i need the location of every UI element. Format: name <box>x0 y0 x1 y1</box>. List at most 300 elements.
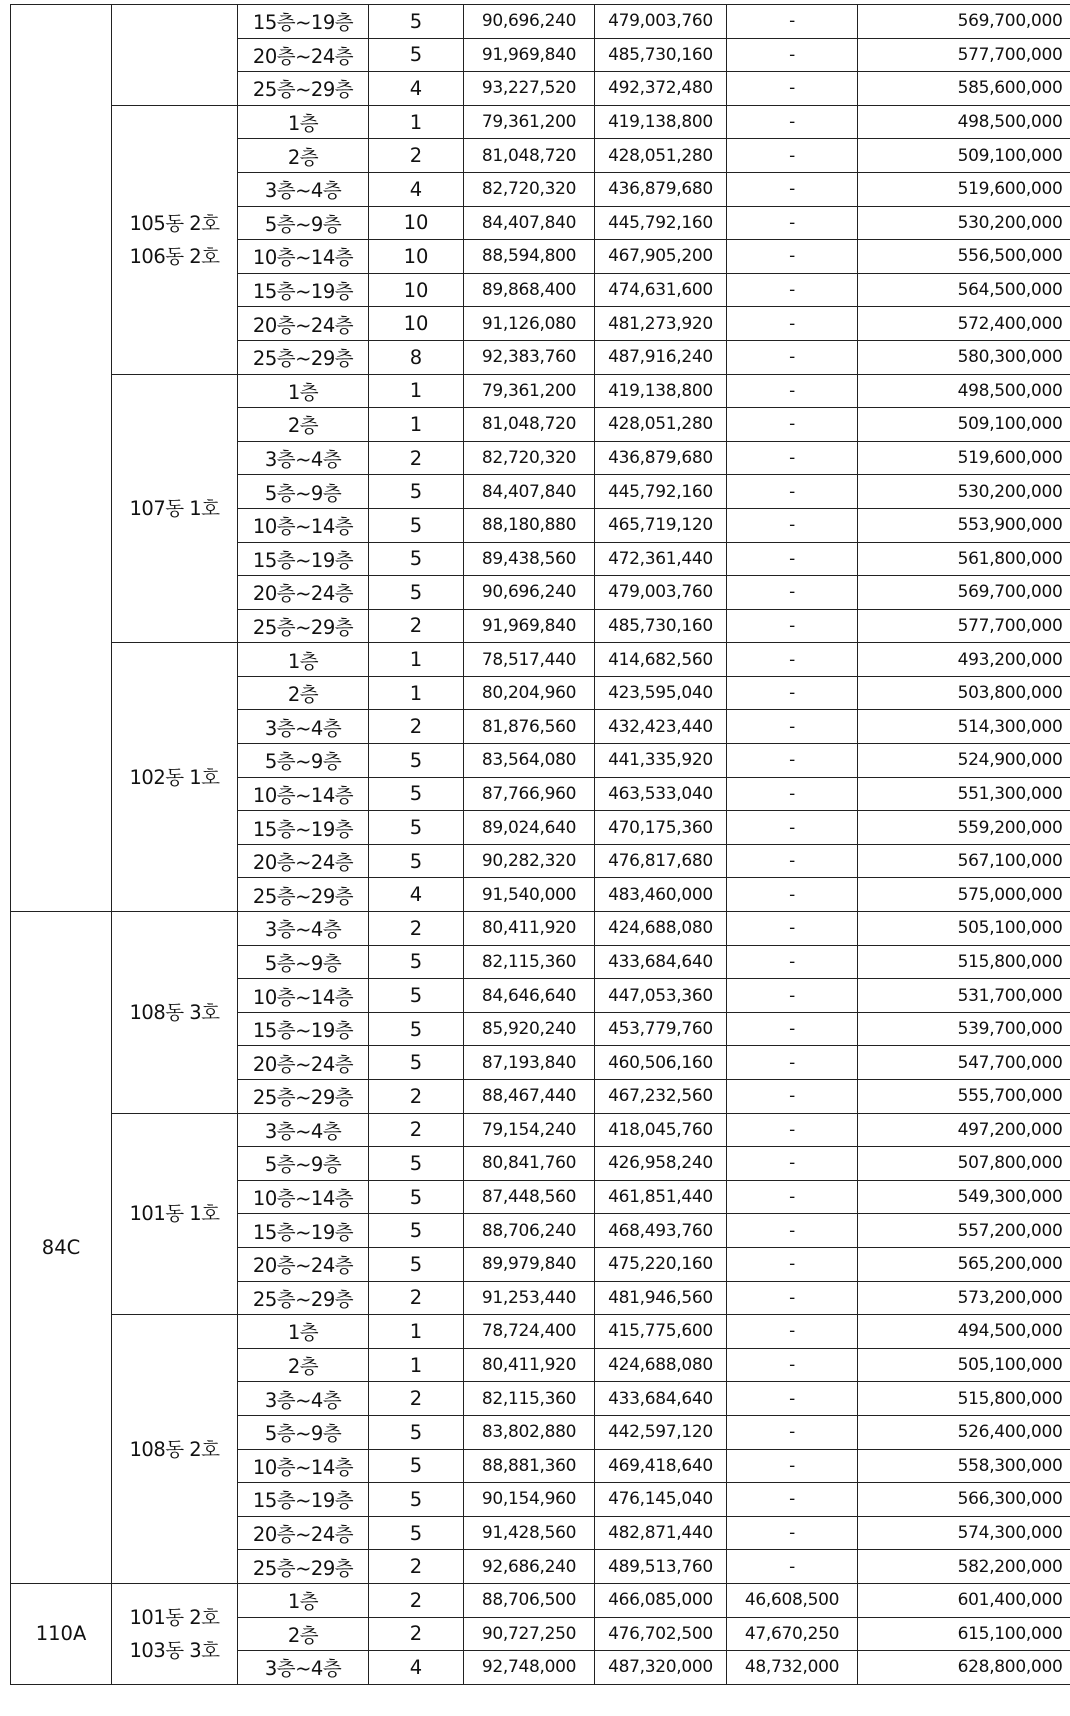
building-price-cell: 472,361,440 <box>595 542 727 576</box>
table-row <box>11 1315 1070 1349</box>
land-price-cell: 84,407,840 <box>464 206 595 240</box>
floor-range-cell: 3층~4층 <box>238 441 369 475</box>
building-price-cell: 482,871,440 <box>595 1516 727 1550</box>
building-price-cell: 481,273,920 <box>595 307 727 341</box>
unit-count-cell: 5 <box>369 1180 464 1214</box>
land-price-cell: 88,594,800 <box>464 240 595 274</box>
land-price-cell: 92,686,240 <box>464 1550 595 1584</box>
building-price-cell: 465,719,120 <box>595 508 727 542</box>
building-unit-cell <box>112 1315 238 1584</box>
unit-count-cell: 1 <box>369 676 464 710</box>
vat-cell: - <box>727 1080 858 1114</box>
vat-cell: - <box>727 1247 858 1281</box>
floor-range-cell: 1층 <box>238 105 369 139</box>
land-price-cell: 82,720,320 <box>464 441 595 475</box>
land-price-cell: 82,115,360 <box>464 1382 595 1416</box>
vat-cell: - <box>727 374 858 408</box>
floor-range-cell: 3층~4층 <box>238 1651 369 1685</box>
total-price-cell: 509,100,000 <box>858 139 1070 173</box>
land-price-cell: 91,253,440 <box>464 1281 595 1315</box>
total-price-cell: 553,900,000 <box>858 508 1070 542</box>
unit-count-cell: 5 <box>369 542 464 576</box>
vat-cell: - <box>727 139 858 173</box>
vat-cell: - <box>727 206 858 240</box>
total-price-cell: 561,800,000 <box>858 542 1070 576</box>
unit-type-cell: 84C <box>11 912 112 1584</box>
unit-count-cell: 2 <box>369 710 464 744</box>
building-price-cell: 479,003,760 <box>595 5 727 39</box>
building-unit-label: 108동 2호 <box>129 1437 220 1461</box>
total-price-cell: 515,800,000 <box>858 1382 1070 1416</box>
floor-range-cell: 10층~14층 <box>238 508 369 542</box>
vat-cell: - <box>727 1483 858 1517</box>
floor-range-cell: 15층~19층 <box>238 542 369 576</box>
total-price-cell: 547,700,000 <box>858 1046 1070 1080</box>
unit-count-cell: 5 <box>369 1147 464 1181</box>
building-unit-cell <box>112 105 238 374</box>
land-price-cell: 80,411,920 <box>464 912 595 946</box>
total-price-cell: 556,500,000 <box>858 240 1070 274</box>
land-price-cell: 93,227,520 <box>464 72 595 106</box>
building-price-cell: 469,418,640 <box>595 1449 727 1483</box>
land-price-cell: 91,969,840 <box>464 38 595 72</box>
total-price-cell: 505,100,000 <box>858 912 1070 946</box>
building-price-cell: 487,320,000 <box>595 1651 727 1685</box>
land-price-cell: 80,204,960 <box>464 676 595 710</box>
total-price-cell: 569,700,000 <box>858 5 1070 39</box>
total-price-cell: 615,100,000 <box>858 1617 1070 1651</box>
total-price-cell: 558,300,000 <box>858 1449 1070 1483</box>
floor-range-cell: 5층~9층 <box>238 475 369 509</box>
building-price-cell: 436,879,680 <box>595 441 727 475</box>
building-unit-label: 108동 3호 <box>129 1000 220 1024</box>
land-price-cell: 87,766,960 <box>464 777 595 811</box>
vat-cell: - <box>727 273 858 307</box>
unit-count-cell: 4 <box>369 72 464 106</box>
land-price-cell: 92,748,000 <box>464 1651 595 1685</box>
vat-cell: - <box>727 307 858 341</box>
land-price-cell: 83,564,080 <box>464 744 595 778</box>
unit-count-cell: 5 <box>369 811 464 845</box>
floor-range-cell: 25층~29층 <box>238 609 369 643</box>
total-price-cell: 498,500,000 <box>858 374 1070 408</box>
unit-count-cell: 4 <box>369 1651 464 1685</box>
vat-cell: - <box>727 72 858 106</box>
total-price-cell: 555,700,000 <box>858 1080 1070 1114</box>
floor-range-cell: 25층~29층 <box>238 878 369 912</box>
building-price-cell: 485,730,160 <box>595 38 727 72</box>
total-price-cell: 505,100,000 <box>858 1348 1070 1382</box>
floor-range-cell: 5층~9층 <box>238 945 369 979</box>
unit-count-cell: 5 <box>369 777 464 811</box>
building-unit-label: 101동 2호 <box>129 1605 220 1629</box>
unit-count-cell: 2 <box>369 1281 464 1315</box>
unit-count-cell: 1 <box>369 408 464 442</box>
building-price-cell: 415,775,600 <box>595 1315 727 1349</box>
building-unit-cell <box>112 1113 238 1315</box>
table-row <box>11 1583 1070 1617</box>
land-price-cell: 85,920,240 <box>464 1012 595 1046</box>
floor-range-cell: 10층~14층 <box>238 1449 369 1483</box>
land-price-cell: 79,361,200 <box>464 105 595 139</box>
vat-cell: - <box>727 508 858 542</box>
unit-count-cell: 10 <box>369 273 464 307</box>
vat-cell: - <box>727 1214 858 1248</box>
price-table-sheet <box>10 4 1070 1685</box>
total-price-cell: 531,700,000 <box>858 979 1070 1013</box>
vat-cell: - <box>727 542 858 576</box>
vat-cell: - <box>727 340 858 374</box>
table-row <box>11 5 1070 39</box>
total-price-cell: 498,500,000 <box>858 105 1070 139</box>
building-price-cell: 419,138,800 <box>595 105 727 139</box>
land-price-cell: 88,881,360 <box>464 1449 595 1483</box>
price-table <box>10 4 1070 1685</box>
floor-range-cell: 15층~19층 <box>238 811 369 845</box>
total-price-cell: 503,800,000 <box>858 676 1070 710</box>
floor-range-cell: 25층~29층 <box>238 1281 369 1315</box>
floor-range-cell: 2층 <box>238 139 369 173</box>
building-price-cell: 433,684,640 <box>595 945 727 979</box>
floor-range-cell: 3층~4층 <box>238 1113 369 1147</box>
vat-cell: - <box>727 105 858 139</box>
floor-range-cell: 15층~19층 <box>238 1012 369 1046</box>
floor-range-cell: 10층~14층 <box>238 240 369 274</box>
building-price-cell: 445,792,160 <box>595 475 727 509</box>
vat-cell: - <box>727 1348 858 1382</box>
building-price-cell: 436,879,680 <box>595 172 727 206</box>
unit-count-cell: 5 <box>369 945 464 979</box>
building-unit-label: 101동 1호 <box>129 1202 220 1226</box>
total-price-cell: 509,100,000 <box>858 408 1070 442</box>
building-unit-label: 107동 1호 <box>129 496 220 520</box>
building-price-cell: 442,597,120 <box>595 1415 727 1449</box>
land-price-cell: 90,696,240 <box>464 5 595 39</box>
land-price-cell: 90,282,320 <box>464 844 595 878</box>
unit-count-cell: 2 <box>369 912 464 946</box>
unit-count-cell: 5 <box>369 744 464 778</box>
vat-cell: - <box>727 172 858 206</box>
total-price-cell: 569,700,000 <box>858 576 1070 610</box>
total-price-cell: 493,200,000 <box>858 643 1070 677</box>
building-price-cell: 428,051,280 <box>595 139 727 173</box>
floor-range-cell: 2층 <box>238 1348 369 1382</box>
total-price-cell: 567,100,000 <box>858 844 1070 878</box>
building-price-cell: 463,533,040 <box>595 777 727 811</box>
floor-range-cell: 1층 <box>238 374 369 408</box>
vat-cell: - <box>727 1415 858 1449</box>
vat-cell: - <box>727 878 858 912</box>
land-price-cell: 91,540,000 <box>464 878 595 912</box>
building-price-cell: 476,817,680 <box>595 844 727 878</box>
floor-range-cell: 20층~24층 <box>238 38 369 72</box>
land-price-cell: 82,115,360 <box>464 945 595 979</box>
floor-range-cell: 15층~19층 <box>238 1483 369 1517</box>
floor-range-cell: 2층 <box>238 676 369 710</box>
floor-range-cell: 10층~14층 <box>238 777 369 811</box>
floor-range-cell: 25층~29층 <box>238 1080 369 1114</box>
unit-count-cell: 5 <box>369 5 464 39</box>
unit-type-cell: 110A <box>11 1583 112 1684</box>
floor-range-cell: 20층~24층 <box>238 1046 369 1080</box>
price-table-body <box>11 5 1070 1685</box>
total-price-cell: 601,400,000 <box>858 1583 1070 1617</box>
building-price-cell: 453,779,760 <box>595 1012 727 1046</box>
unit-count-cell: 5 <box>369 1247 464 1281</box>
unit-count-cell: 1 <box>369 374 464 408</box>
unit-type-cell <box>11 5 112 912</box>
unit-count-cell: 10 <box>369 240 464 274</box>
floor-range-cell: 5층~9층 <box>238 1147 369 1181</box>
total-price-cell: 559,200,000 <box>858 811 1070 845</box>
vat-cell: - <box>727 5 858 39</box>
building-unit-cell <box>112 5 238 106</box>
building-price-cell: 481,946,560 <box>595 1281 727 1315</box>
floor-range-cell: 20층~24층 <box>238 307 369 341</box>
total-price-cell: 530,200,000 <box>858 206 1070 240</box>
building-price-cell: 414,682,560 <box>595 643 727 677</box>
vat-cell: 47,670,250 <box>727 1617 858 1651</box>
land-price-cell: 81,876,560 <box>464 710 595 744</box>
building-price-cell: 474,631,600 <box>595 273 727 307</box>
building-price-cell: 424,688,080 <box>595 912 727 946</box>
land-price-cell: 92,383,760 <box>464 340 595 374</box>
building-unit-cell <box>112 912 238 1114</box>
vat-cell: - <box>727 844 858 878</box>
unit-count-cell: 1 <box>369 1315 464 1349</box>
vat-cell: - <box>727 1449 858 1483</box>
land-price-cell: 91,126,080 <box>464 307 595 341</box>
total-price-cell: 526,400,000 <box>858 1415 1070 1449</box>
vat-cell: - <box>727 475 858 509</box>
floor-range-cell: 15층~19층 <box>238 273 369 307</box>
building-unit-label: 103동 3호 <box>129 1638 220 1662</box>
land-price-cell: 87,448,560 <box>464 1180 595 1214</box>
total-price-cell: 494,500,000 <box>858 1315 1070 1349</box>
unit-count-cell: 5 <box>369 844 464 878</box>
floor-range-cell: 25층~29층 <box>238 72 369 106</box>
vat-cell: - <box>727 609 858 643</box>
total-price-cell: 577,700,000 <box>858 38 1070 72</box>
land-price-cell: 91,428,560 <box>464 1516 595 1550</box>
unit-count-cell: 2 <box>369 1617 464 1651</box>
total-price-cell: 515,800,000 <box>858 945 1070 979</box>
total-price-cell: 582,200,000 <box>858 1550 1070 1584</box>
building-price-cell: 470,175,360 <box>595 811 727 845</box>
vat-cell: - <box>727 1147 858 1181</box>
total-price-cell: 530,200,000 <box>858 475 1070 509</box>
total-price-cell: 574,300,000 <box>858 1516 1070 1550</box>
land-price-cell: 82,720,320 <box>464 172 595 206</box>
building-price-cell: 447,053,360 <box>595 979 727 1013</box>
unit-count-cell: 5 <box>369 1415 464 1449</box>
unit-count-cell: 2 <box>369 609 464 643</box>
unit-count-cell: 5 <box>369 576 464 610</box>
vat-cell: - <box>727 1012 858 1046</box>
land-price-cell: 88,706,500 <box>464 1583 595 1617</box>
floor-range-cell: 20층~24층 <box>238 576 369 610</box>
floor-range-cell: 20층~24층 <box>238 1247 369 1281</box>
total-price-cell: 549,300,000 <box>858 1180 1070 1214</box>
floor-range-cell: 3층~4층 <box>238 1382 369 1416</box>
building-price-cell: 467,232,560 <box>595 1080 727 1114</box>
table-row <box>11 374 1070 408</box>
floor-range-cell: 20층~24층 <box>238 1516 369 1550</box>
unit-count-cell: 5 <box>369 1046 464 1080</box>
unit-count-cell: 1 <box>369 1348 464 1382</box>
unit-count-cell: 5 <box>369 475 464 509</box>
unit-count-cell: 5 <box>369 1449 464 1483</box>
vat-cell: - <box>727 38 858 72</box>
building-price-cell: 487,916,240 <box>595 340 727 374</box>
unit-count-cell: 8 <box>369 340 464 374</box>
vat-cell: 48,732,000 <box>727 1651 858 1685</box>
unit-count-cell: 1 <box>369 105 464 139</box>
unit-count-cell: 5 <box>369 1483 464 1517</box>
unit-count-cell: 5 <box>369 1516 464 1550</box>
building-price-cell: 426,958,240 <box>595 1147 727 1181</box>
vat-cell: - <box>727 777 858 811</box>
floor-range-cell: 15층~19층 <box>238 1214 369 1248</box>
floor-range-cell: 1층 <box>238 1315 369 1349</box>
land-price-cell: 89,438,560 <box>464 542 595 576</box>
vat-cell: - <box>727 643 858 677</box>
vat-cell: - <box>727 710 858 744</box>
floor-range-cell: 5층~9층 <box>238 1415 369 1449</box>
vat-cell: - <box>727 744 858 778</box>
building-price-cell: 466,085,000 <box>595 1583 727 1617</box>
total-price-cell: 628,800,000 <box>858 1651 1070 1685</box>
vat-cell: - <box>727 676 858 710</box>
floor-range-cell: 1층 <box>238 1583 369 1617</box>
total-price-cell: 585,600,000 <box>858 72 1070 106</box>
building-unit-label: 106동 2호 <box>129 244 220 268</box>
unit-count-cell: 2 <box>369 1550 464 1584</box>
unit-count-cell: 5 <box>369 1012 464 1046</box>
table-row <box>11 1113 1070 1147</box>
building-unit-label: 102동 1호 <box>129 765 220 789</box>
vat-cell: - <box>727 408 858 442</box>
floor-range-cell: 20층~24층 <box>238 844 369 878</box>
total-price-cell: 566,300,000 <box>858 1483 1070 1517</box>
building-price-cell: 441,335,920 <box>595 744 727 778</box>
building-price-cell: 461,851,440 <box>595 1180 727 1214</box>
vat-cell: - <box>727 1046 858 1080</box>
floor-range-cell: 5층~9층 <box>238 744 369 778</box>
building-price-cell: 424,688,080 <box>595 1348 727 1382</box>
table-row <box>11 912 1070 946</box>
unit-count-cell: 10 <box>369 206 464 240</box>
unit-count-cell: 2 <box>369 1080 464 1114</box>
unit-count-cell: 2 <box>369 139 464 173</box>
land-price-cell: 88,706,240 <box>464 1214 595 1248</box>
land-price-cell: 91,969,840 <box>464 609 595 643</box>
land-price-cell: 83,802,880 <box>464 1415 595 1449</box>
total-price-cell: 565,200,000 <box>858 1247 1070 1281</box>
unit-count-cell: 4 <box>369 878 464 912</box>
building-price-cell: 476,145,040 <box>595 1483 727 1517</box>
total-price-cell: 519,600,000 <box>858 441 1070 475</box>
floor-range-cell: 10층~14층 <box>238 979 369 1013</box>
vat-cell: - <box>727 979 858 1013</box>
unit-count-cell: 5 <box>369 38 464 72</box>
unit-count-cell: 2 <box>369 1382 464 1416</box>
table-row <box>11 643 1070 677</box>
land-price-cell: 79,361,200 <box>464 374 595 408</box>
unit-count-cell: 5 <box>369 979 464 1013</box>
total-price-cell: 575,000,000 <box>858 878 1070 912</box>
land-price-cell: 90,727,250 <box>464 1617 595 1651</box>
floor-range-cell: 10층~14층 <box>238 1180 369 1214</box>
total-price-cell: 580,300,000 <box>858 340 1070 374</box>
total-price-cell: 577,700,000 <box>858 609 1070 643</box>
floor-range-cell: 2층 <box>238 1617 369 1651</box>
floor-range-cell: 15층~19층 <box>238 5 369 39</box>
vat-cell: - <box>727 1281 858 1315</box>
building-price-cell: 483,460,000 <box>595 878 727 912</box>
land-price-cell: 89,979,840 <box>464 1247 595 1281</box>
building-price-cell: 467,905,200 <box>595 240 727 274</box>
total-price-cell: 557,200,000 <box>858 1214 1070 1248</box>
building-price-cell: 433,684,640 <box>595 1382 727 1416</box>
total-price-cell: 519,600,000 <box>858 172 1070 206</box>
building-unit-label: 105동 2호 <box>129 211 220 235</box>
unit-count-cell: 5 <box>369 508 464 542</box>
building-price-cell: 423,595,040 <box>595 676 727 710</box>
floor-range-cell: 25층~29층 <box>238 1550 369 1584</box>
unit-count-cell: 2 <box>369 441 464 475</box>
land-price-cell: 78,724,400 <box>464 1315 595 1349</box>
vat-cell: - <box>727 576 858 610</box>
table-row <box>11 105 1070 139</box>
building-price-cell: 476,702,500 <box>595 1617 727 1651</box>
vat-cell: - <box>727 811 858 845</box>
building-price-cell: 432,423,440 <box>595 710 727 744</box>
building-price-cell: 468,493,760 <box>595 1214 727 1248</box>
vat-cell: - <box>727 912 858 946</box>
building-price-cell: 460,506,160 <box>595 1046 727 1080</box>
land-price-cell: 79,154,240 <box>464 1113 595 1147</box>
land-price-cell: 89,024,640 <box>464 811 595 845</box>
land-price-cell: 80,411,920 <box>464 1348 595 1382</box>
floor-range-cell: 1층 <box>238 643 369 677</box>
floor-range-cell: 2층 <box>238 408 369 442</box>
land-price-cell: 88,467,440 <box>464 1080 595 1114</box>
building-price-cell: 489,513,760 <box>595 1550 727 1584</box>
unit-count-cell: 10 <box>369 307 464 341</box>
land-price-cell: 90,696,240 <box>464 576 595 610</box>
vat-cell: - <box>727 1382 858 1416</box>
land-price-cell: 84,646,640 <box>464 979 595 1013</box>
land-price-cell: 89,868,400 <box>464 273 595 307</box>
total-price-cell: 497,200,000 <box>858 1113 1070 1147</box>
floor-range-cell: 5층~9층 <box>238 206 369 240</box>
unit-count-cell: 2 <box>369 1113 464 1147</box>
floor-range-cell: 3층~4층 <box>238 172 369 206</box>
floor-range-cell: 3층~4층 <box>238 710 369 744</box>
building-price-cell: 428,051,280 <box>595 408 727 442</box>
land-price-cell: 87,193,840 <box>464 1046 595 1080</box>
building-unit-cell <box>112 1583 238 1684</box>
unit-count-cell: 5 <box>369 1214 464 1248</box>
floor-range-cell: 25층~29층 <box>238 340 369 374</box>
building-price-cell: 419,138,800 <box>595 374 727 408</box>
land-price-cell: 81,048,720 <box>464 408 595 442</box>
unit-count-cell: 4 <box>369 172 464 206</box>
building-unit-cell <box>112 374 238 643</box>
vat-cell: - <box>727 441 858 475</box>
building-unit-cell <box>112 643 238 912</box>
